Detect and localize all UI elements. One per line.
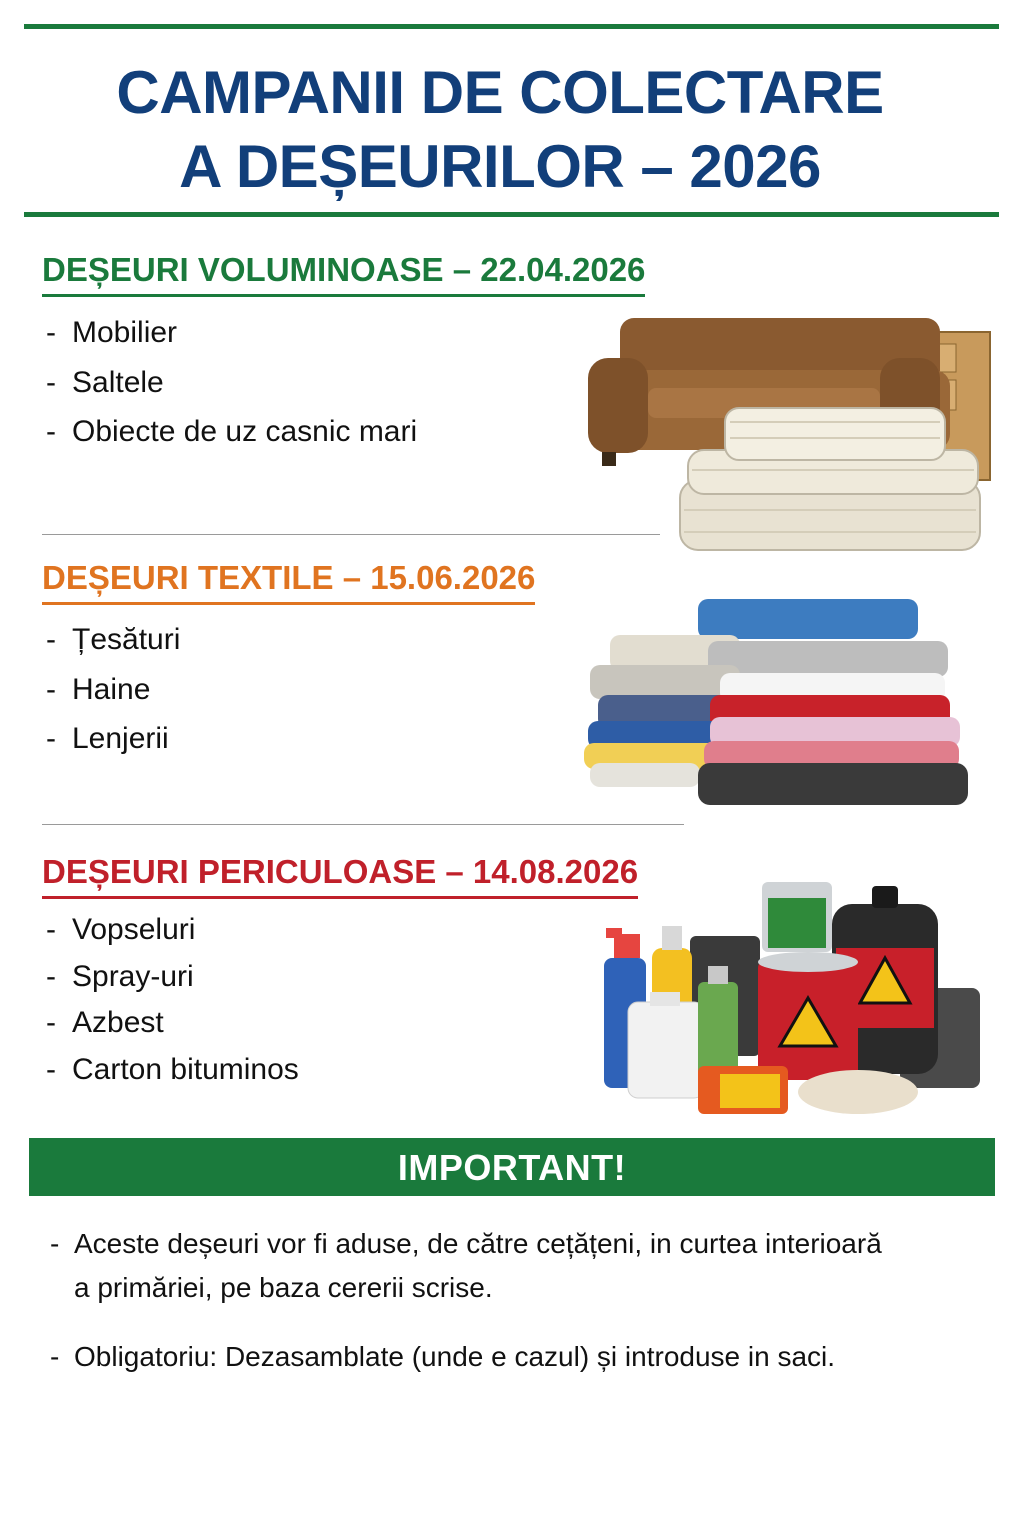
list-item: - Țesături: [46, 623, 181, 656]
textile-items-list: [46, 615, 180, 764]
title-line-1: CAMPANII DE COLECTARE: [116, 59, 884, 126]
clothes-pile-illustration: [580, 595, 980, 810]
top-rule: [24, 24, 999, 29]
section-divider: [42, 534, 660, 535]
hazardous-containers-illustration: [600, 878, 985, 1120]
list-item: - Vopseluri: [46, 913, 196, 946]
page-title: [0, 56, 1000, 204]
list-item: - Carton bituminos: [46, 1052, 299, 1086]
important-note-1: - Aceste deșeuri vor fi aduse, de către cețățeni, in curtea interioară a primăriei, pe baza cererii scrise.: [50, 1228, 882, 1303]
section-heading-bulky: DEȘEURI VOLUMINOASE – 22.04.2026: [42, 250, 645, 297]
section-heading-textile: DEȘEURI TEXTILE – 15.06.2026: [42, 558, 535, 605]
title-line-2: A DEȘEURILOR – 2026: [179, 133, 821, 200]
title-bottom-rule: [24, 212, 999, 217]
furniture-mattress-illustration: [580, 310, 995, 555]
list-item: - Mobilier: [46, 316, 178, 349]
bulky-items-list: [46, 308, 417, 457]
list-item: - Spray-uri: [46, 959, 194, 993]
list-item: - Azbest: [46, 1006, 164, 1039]
section-divider: [42, 824, 684, 825]
section-heading-hazardous: DEȘEURI PERICULOASE – 14.08.2026: [42, 852, 638, 899]
list-item: - Haine: [46, 672, 151, 706]
list-item: - Lenjerii: [46, 722, 169, 755]
hazardous-items-list: [46, 907, 299, 1093]
list-item: - Saltele: [46, 365, 164, 399]
important-note-2: - Obligatoriu: Dezasamblate (unde e cazul) și introduse in saci.: [50, 1341, 836, 1372]
list-item: - Obiecte de uz casnic mari: [46, 415, 418, 448]
important-banner: IMPORTANT!: [29, 1138, 995, 1196]
